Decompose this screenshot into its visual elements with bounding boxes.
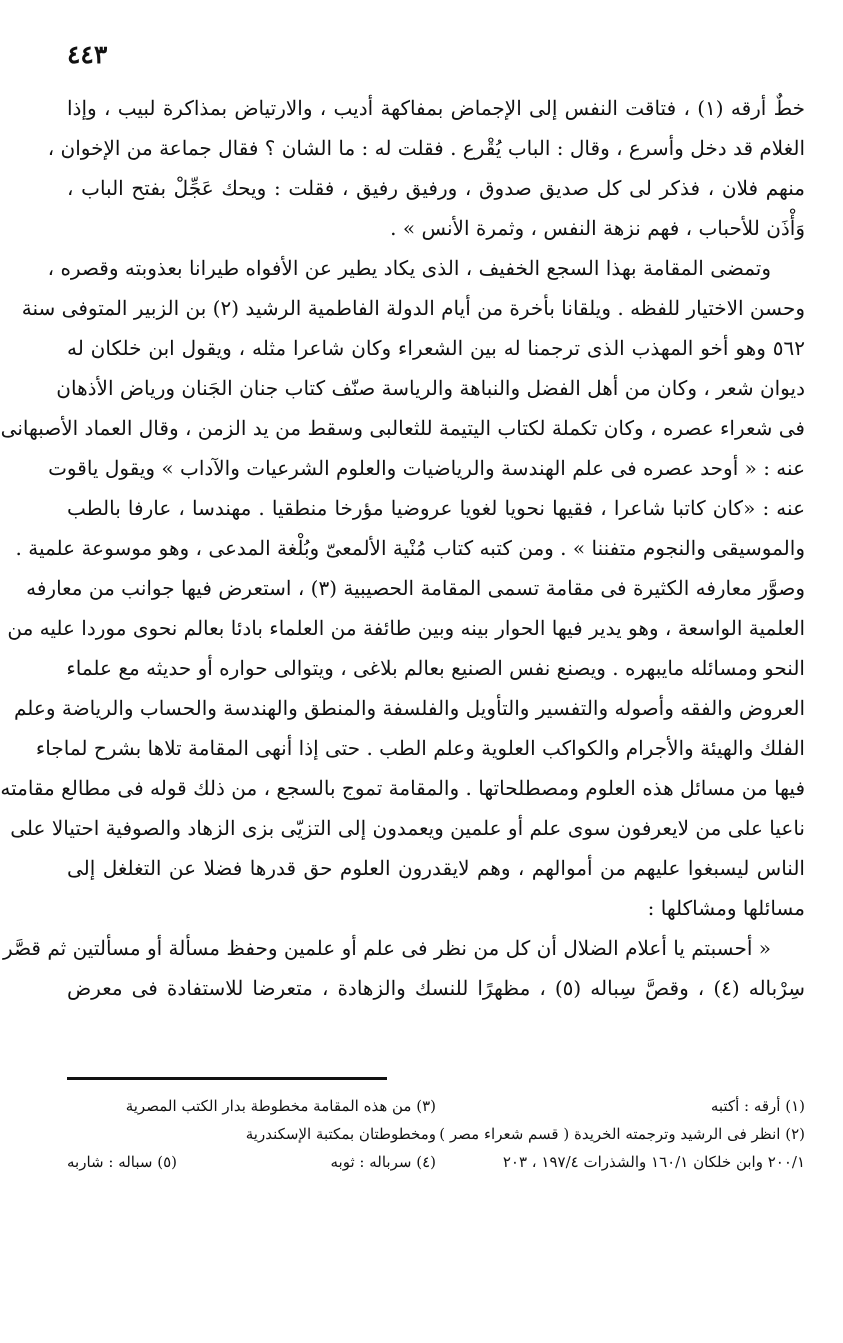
text-line: وَأْذَن للأحباب ، فهم نزهة النفس ، وثمرة الأنس » . <box>390 216 805 240</box>
footnote-2-continuation: ٢٠٠/١ وابن خلكان ١٦٠/١ والشذرات ١٩٧/٤ ، ٢٠٣ <box>502 1153 805 1171</box>
page-number: ٤٤٣ <box>67 40 108 69</box>
text-line: الفلك والهيئة والأجرام والكواكب العلوية وعلم الطب . حتى إذا أنهى المقامة تلاها بشرح لماجاء <box>35 736 805 760</box>
text-line: وحسن الاختيار للفظه . ويلقانا بأخرة من أيام الدولة الفاطمية الرشيد (٢) بن الزبير المتوفى سنة <box>21 296 805 320</box>
footnote-5: (٥) سباله : شاربه <box>67 1153 178 1171</box>
footnote-2: (٢) انظر فى الرشيد وترجمته الخريدة ( قسم شعراء مصر ) <box>439 1125 805 1143</box>
text-line: الناس ليسبغوا عليهم من أموالهم ، وهم لايقدرون العلوم حق قدرها فضلا عن التغلغل إلى <box>67 856 805 880</box>
footnote-pair <box>67 1148 436 1176</box>
text-line: خطٌ أرقه (١) ، فتاقت النفس إلى الإجماض بمفاكهة أديب ، والارتياض بمذاكرة لبيب ، وإذا <box>67 96 805 120</box>
text-line: سِرْباله (٤) ، وقصَّ سِباله (٥) ، مظهرًا للنسك والزهادة ، متعرضا للاستفادة فى معرض <box>67 976 805 1000</box>
text-line: فيها من مسائل هذه العلوم ومصطلحاتها . والمقامة تموج بالسجع ، من ذلك قوله فى مطالع مقامته <box>0 776 805 800</box>
text-line: العروض والفقه وأصوله والتفسير والتأويل والفلسفة والمنطق والهندسة والحساب والرياضة وعلم <box>13 696 805 720</box>
footnote-3: (٣) من هذه المقامة مخطوطة بدار الكتب المصرية <box>125 1097 436 1115</box>
text-line: فى شعراء عصره ، وكان تكملة لكتاب اليتيمة للثعالبى وسقط من يد الزمن ، وقال العماد الأصبهانى <box>0 416 805 440</box>
text-line: وتمضى المقامة بهذا السجع الخفيف ، الذى يكاد يطير عن الأفواه طيرانا بعذوبته وقصره ، <box>47 256 771 280</box>
text-line: الغلام قد دخل وأسرع ، وقال : الباب يُقْرع . فقلت له : ما الشان ؟ فقال جماعة من الإخوان ، <box>47 136 805 160</box>
text-line: مسائلها ومشاكلها : <box>647 896 805 920</box>
footnote-divider <box>67 1077 387 1080</box>
text-line: ديوان شعر ، وكان من أهل الفضل والنباهة والرياسة صنّف كتاب جنان الجَنان ورياض الأذهان <box>56 376 805 400</box>
text-line: وصوَّر معارفه الكثيرة فى مقامة تسمى المقامة الحصيبية (٣) ، استعرض فيها جوانب من معارفه <box>26 576 805 600</box>
text-line: « أحسبتم يا أعلام الضلال أن كل من نظر فى علم أو علمين وحفظ مسألة أو مسألتين ثم قصَّر <box>3 936 771 960</box>
text-line: النحو ومسائله مايبهره . ويصنع نفس الصنيع بعالم بلاغى ، ويتوالى حواره أو حديثه مع علماء <box>66 656 805 680</box>
footnote-row <box>67 1148 805 1176</box>
footnotes <box>67 1092 805 1176</box>
body-text <box>0 88 805 1008</box>
text-line: العلمية الواسعة ، وهو يدير فيها الحوار بينه وبين طائفة من العلماء بادئا بعالم نحوى موردا عليه من <box>7 616 805 640</box>
text-line: عنه : « أوحد عصره فى علم الهندسة والرياضيات والعلوم الشرعيات والآداب » ويقول ياقوت <box>48 456 805 480</box>
footnote-3-continuation: ومخطوطتان بمكتبة الإسكندرية <box>245 1125 436 1143</box>
footnote-row <box>67 1092 805 1120</box>
text-line: عنه : «كان كاتبا شاعرا ، فقيها نحويا لغويا عروضيا مؤرخا منطقيا . مهندسا ، عارفا بالطب <box>67 496 805 520</box>
footnote-row <box>67 1120 805 1148</box>
footnote-1: (١) أرقه : أكتبه <box>710 1097 805 1115</box>
text-line: ٥٦٢ وهو أخو المهذب الذى ترجمنا له بين الشعراء وكان شاعرا مثله ، ويقول ابن خلكان له <box>67 336 805 360</box>
text-line: منهم فلان ، فذكر لى كل صديق صدوق ، ورفيق رفيق ، فقلت : ويحك عَجِّلْ بفتح الباب ، <box>67 176 805 200</box>
text-line: والموسيقى والنجوم متفننا » . ومن كتبه كتاب مُنْية الألمعىّ وبُلْغة المدعى ، وهو موسوعة علمية . <box>15 536 805 560</box>
text-line: ناعيا على من لايعرفون سوى علم أو علمين ويعمدون إلى التزيّى بزى الزهاد والصوفية احتيالا على <box>10 816 805 840</box>
footnote-4: (٤) سرباله : ثوبه <box>330 1153 436 1171</box>
